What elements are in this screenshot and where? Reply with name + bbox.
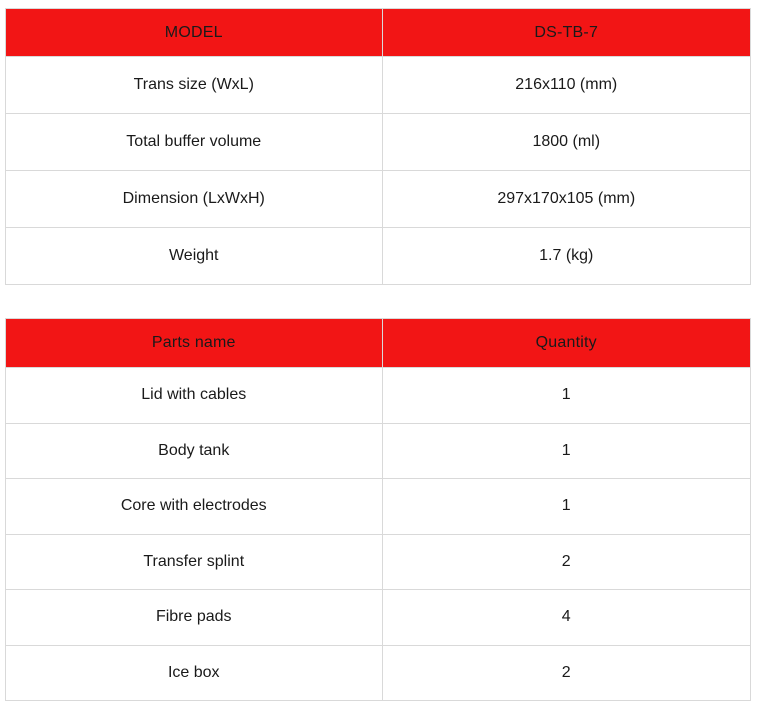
part-name: Lid with cables (6, 368, 383, 424)
column-header-model: MODEL (6, 9, 383, 57)
spec-label: Trans size (WxL) (6, 57, 383, 114)
part-name: Body tank (6, 423, 383, 479)
column-header-model-value: DS-TB-7 (382, 9, 751, 57)
column-header-parts-name: Parts name (6, 319, 383, 368)
spec-value: 297x170x105 (mm) (382, 171, 751, 228)
spec-label: Weight (6, 228, 383, 285)
part-quantity: 1 (382, 423, 751, 479)
table-row (6, 114, 751, 171)
part-quantity: 1 (382, 479, 751, 535)
spec-value: 216x110 (mm) (382, 57, 751, 114)
column-header-quantity: Quantity (382, 319, 751, 368)
part-name: Ice box (6, 645, 383, 701)
table-row (6, 423, 751, 479)
part-name: Transfer splint (6, 534, 383, 590)
table-row (6, 534, 751, 590)
part-name: Fibre pads (6, 590, 383, 646)
table-row (6, 645, 751, 701)
spec-value: 1800 (ml) (382, 114, 751, 171)
spec-label: Total buffer volume (6, 114, 383, 171)
table-row (6, 171, 751, 228)
table-row (6, 590, 751, 646)
table-row (6, 57, 751, 114)
table-header-row (6, 9, 751, 57)
table-header-row (6, 319, 751, 368)
part-name: Core with electrodes (6, 479, 383, 535)
part-quantity: 2 (382, 534, 751, 590)
parts-list-table (5, 318, 751, 701)
spec-label: Dimension (LxWxH) (6, 171, 383, 228)
table-row (6, 479, 751, 535)
table-row (6, 228, 751, 285)
part-quantity: 2 (382, 645, 751, 701)
spec-value: 1.7 (kg) (382, 228, 751, 285)
specifications-table (5, 8, 751, 285)
table-row (6, 368, 751, 424)
part-quantity: 4 (382, 590, 751, 646)
part-quantity: 1 (382, 368, 751, 424)
